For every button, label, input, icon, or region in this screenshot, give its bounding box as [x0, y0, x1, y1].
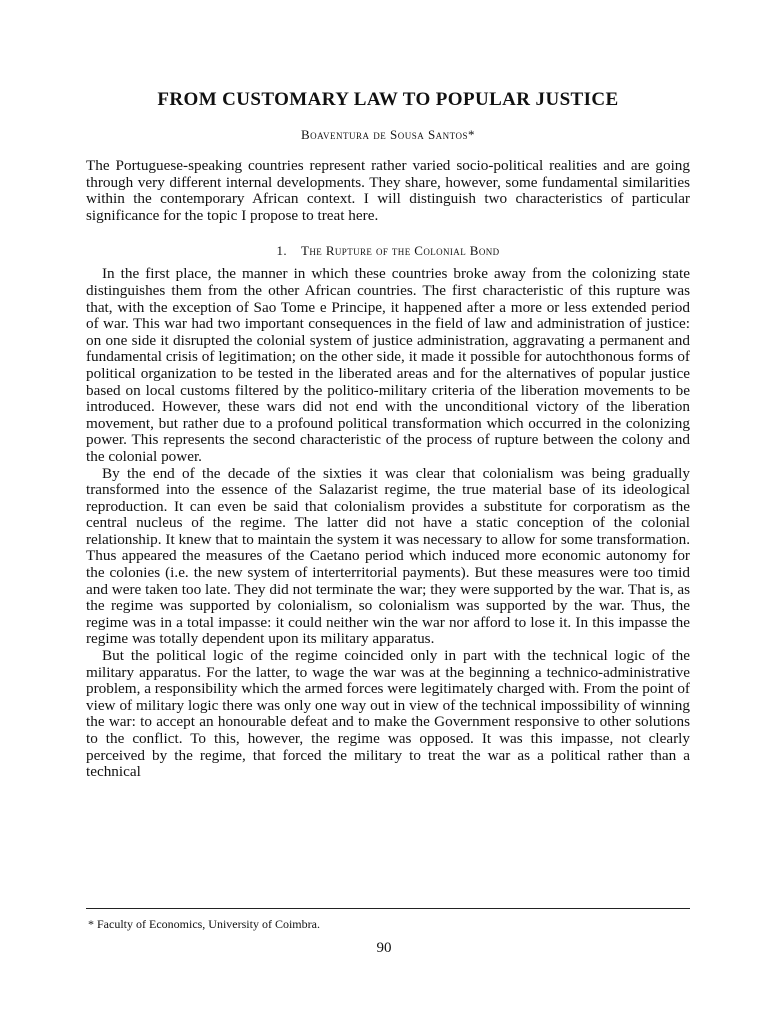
article-title: FROM CUSTOMARY LAW TO POPULAR JUSTICE	[157, 89, 619, 110]
body-paragraph-3: But the political logic of the regime coincided only in part with the technical logic of the military apparatus. For the latter, to wage the war was at the beginning a technico-administrative problem, a responsibility which the armed forces were legitimately charged with. From the point of view of military logic there was only one way out in view of the technical impossibility of winning the war: to accept an honourable defeat and to make the Government responsive to other solutions to the conflict. To this, however, the regime was opposed. It was this impasse, not clearly perceived by the regime, that forced the military to treat the war as a political rather than a technical	[86, 647, 690, 781]
body-paragraph-2: By the end of the decade of the sixties it was clear that colonialism was being gradually transformed into the essence of the Salazarist regime, the true material base of its ideological reproduction. It can even be said that colonialism provides a substitute for corporatism as the central nucleus of the regime. The latter did not have a static conception of the colonial relationship. It knew that to maintain the system it was necessary to allow for some transformation. Thus appeared the measures of the Caetano period which induced more economic autonomy for the colonies (i.e. the new system of interterritorial payments). But these measures were too timid and were taken too late. They did not terminate the war; they were supported by the war. That is, as the regime was supported by colonialism, so colonialism was supported by the war. Thus, the regime was in a total impasse: it could neither win the war nor afford to lose it. In this impasse the regime was totally dependent upon its military apparatus.	[86, 464, 690, 648]
author-name: Boaventura de Sousa Santos*	[300, 127, 476, 142]
intro-paragraph: The Portuguese-speaking countries represent rather varied socio-political realities and are going through very different internal developments. They share, however, some fundamental similarities within the contemporary African context. I will distinguish two characteristics of particular significance for the topic I propose to treat here.	[86, 157, 690, 224]
article-page	[86, 88, 690, 781]
section-title: The Rupture of the Colonial Bond	[301, 243, 500, 259]
page-number: 90	[376, 940, 392, 956]
section-heading	[86, 242, 690, 260]
section-number: 1.	[276, 243, 288, 259]
footnote-divider	[86, 908, 690, 909]
body-paragraph-1: In the first place, the manner in which these countries broke away from the colonizing state distinguishes them from the other African countries. The first characteristic of this rupture was that, with the exception of Sao Tome e Principe, it happened after a more or less extended period of war. This war had two important consequences in the field of law and administration of justice: on one side it disrupted the colonial system of justice administration, aggravating a permanent and fundamental crisis of legitimation; on the other side, it made it possible for autochthonous forms of political organization to be tested in the liberated areas and for the alternatives of popular justice based on local customs filtered by the politico-military criteria of the liberation movements to be introduced. However, these wars did not end with the unconditional victory of the liberation movement, but rather due to a profound political transformation which occurred in the colonizing power. This represents the second characteristic of the process of rupture between the colony and the colonial power.	[86, 265, 690, 465]
footnote: * Faculty of Economics, University of Coimbra.	[88, 917, 320, 931]
